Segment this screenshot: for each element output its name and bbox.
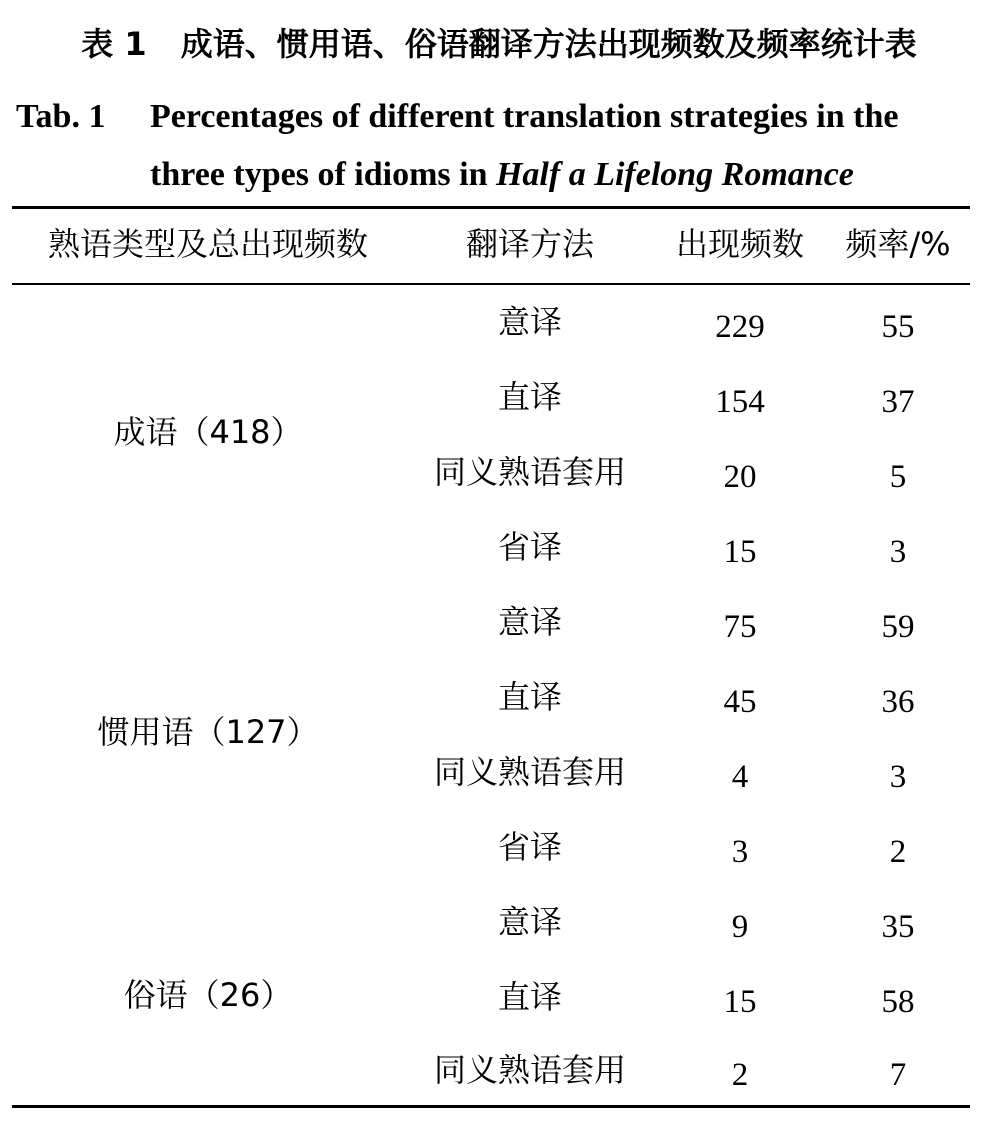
table-title-english-line1: Percentages of different translation strategies in the bbox=[150, 98, 899, 135]
header-translation-method: 翻译方法 bbox=[465, 225, 594, 263]
rate-cell: 7 bbox=[889, 1057, 907, 1093]
method-cell: 省译 bbox=[497, 528, 562, 566]
count-cell: 3 bbox=[731, 834, 749, 870]
count-cell: 75 bbox=[723, 609, 757, 645]
method-cell: 同义熟语套用 bbox=[433, 453, 626, 491]
rate-cell: 5 bbox=[889, 459, 907, 495]
count-cell: 20 bbox=[723, 459, 757, 495]
caption-english-line2 bbox=[16, 146, 986, 204]
method-cell: 同义熟语套用 bbox=[433, 1051, 626, 1089]
count-cell: 2 bbox=[731, 1057, 749, 1093]
table-title-english-line2: three types of idioms in bbox=[150, 156, 488, 193]
method-cell: 意译 bbox=[497, 603, 562, 641]
novel-title-italic: Half a Lifelong Romance bbox=[495, 156, 854, 193]
table-label-english: Tab. 1 bbox=[16, 98, 106, 135]
table-caption-english bbox=[16, 88, 986, 204]
rate-cell: 3 bbox=[889, 759, 907, 795]
method-cell: 省译 bbox=[497, 828, 562, 866]
count-cell: 4 bbox=[731, 759, 749, 795]
caption-english-line1 bbox=[16, 88, 986, 146]
rate-cell: 37 bbox=[881, 384, 915, 420]
table-header-rule bbox=[12, 283, 970, 285]
table-title-chinese: 成语、惯用语、俗语翻译方法出现频数及频率统计表 bbox=[180, 25, 917, 63]
method-cell: 同义熟语套用 bbox=[433, 753, 626, 791]
method-cell: 意译 bbox=[497, 903, 562, 941]
count-cell: 9 bbox=[731, 909, 749, 945]
method-cell: 意译 bbox=[497, 303, 562, 341]
rate-cell: 2 bbox=[889, 834, 907, 870]
table-bottom-rule bbox=[12, 1105, 970, 1108]
count-cell: 154 bbox=[715, 384, 765, 420]
count-cell: 229 bbox=[715, 309, 765, 345]
header-frequency-count: 出现频数 bbox=[675, 225, 804, 263]
table-top-rule bbox=[12, 206, 970, 209]
idiom-type-cell: 成语（418） bbox=[113, 413, 303, 451]
rate-cell: 35 bbox=[881, 909, 915, 945]
idiom-type-cell: 惯用语（127） bbox=[97, 713, 319, 751]
rate-cell: 3 bbox=[889, 534, 907, 570]
table-caption-chinese bbox=[0, 22, 998, 66]
idiom-type-cell: 俗语（26） bbox=[123, 976, 293, 1014]
rate-cell: 36 bbox=[881, 684, 915, 720]
rate-cell: 55 bbox=[881, 309, 915, 345]
method-cell: 直译 bbox=[497, 678, 562, 716]
rate-cell: 59 bbox=[881, 609, 915, 645]
header-idiom-type: 熟语类型及总出现频数 bbox=[47, 225, 368, 263]
count-cell: 15 bbox=[723, 534, 757, 570]
rate-cell: 58 bbox=[881, 984, 915, 1020]
method-cell: 直译 bbox=[497, 978, 562, 1016]
count-cell: 15 bbox=[723, 984, 757, 1020]
table-label-chinese: 表 1 bbox=[81, 25, 147, 63]
method-cell: 直译 bbox=[497, 378, 562, 416]
header-percentage: 频率/% bbox=[845, 225, 951, 263]
count-cell: 45 bbox=[723, 684, 757, 720]
